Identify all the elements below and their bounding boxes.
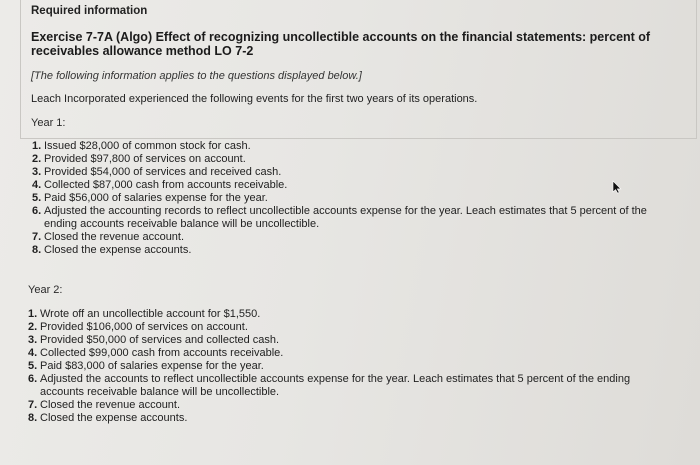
intro-paragraph: Leach Incorporated experienced the following events for the first two years of its operations. [31,93,478,105]
list-item: 4. Collected $99,000 cash from accounts receivable. [28,347,284,359]
list-item: 1. Issued $28,000 of common stock for cash. [32,140,251,152]
list-item: 5. Paid $56,000 of salaries expense for the year. [32,192,268,204]
list-item: 5. Paid $83,000 of salaries expense for the year. [28,360,264,372]
required-information-heading: Required information [31,5,148,17]
year1-heading: Year 1: [31,117,66,129]
instruction-note: [The following information applies to the questions displayed below.] [31,70,362,82]
exercise-title: Exercise 7-7A (Algo) Effect of recognizing uncollectible accounts on the financial statements: percent of receivables allowance method LO 7-2 [31,30,651,58]
list-item: 2. Provided $106,000 of services on account. [28,321,248,333]
list-item: 8. Closed the expense accounts. [28,412,188,424]
list-item: 2. Provided $97,800 of services on account. [32,153,246,165]
list-item: 6. Adjusted the accounts to reflect uncollectible accounts expense for the year. Leach estimates that 5 percent of the ending accounts receivable balance will be uncollectible. [28,373,631,398]
list-item: 3. Provided $54,000 of services and received cash. [32,166,282,178]
year2-events-list [28,308,668,425]
list-item: 7. Closed the revenue account. [28,399,181,411]
year1-events-list [32,140,672,257]
mouse-pointer-icon [612,180,622,194]
list-item: 8. Closed the expense accounts. [32,244,192,256]
list-item: 3. Provided $50,000 of services and collected cash. [28,334,280,346]
year2-heading: Year 2: [28,284,63,296]
list-item: 4. Collected $87,000 cash from accounts receivable. [32,179,288,191]
list-item: 7. Closed the revenue account. [32,231,185,243]
list-item: 1. Wrote off an uncollectible account for $1,550. [28,308,261,320]
list-item: 6. Adjusted the accounting records to reflect uncollectible accounts expense for the year. Leach estimates that 5 percent of the ending accounts receivable balance will be uncollectible. [32,205,647,230]
